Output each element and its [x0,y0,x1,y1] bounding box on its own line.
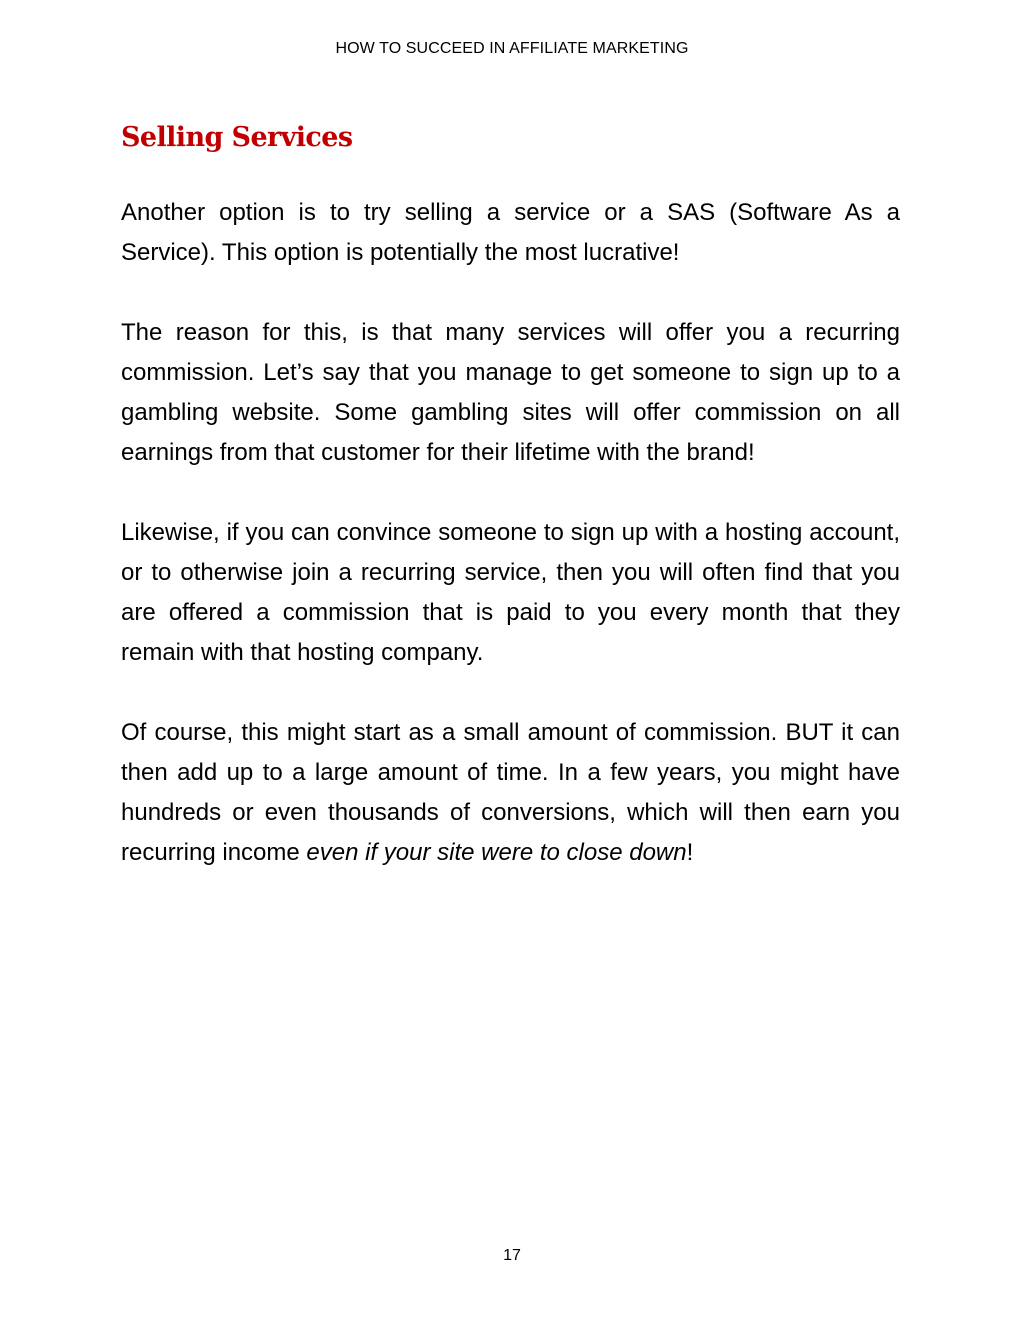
page-header: HOW TO SUCCEED IN AFFILIATE MARKETING [335,40,689,57]
section-title: Selling Services [121,122,353,153]
paragraph-hosting-example: Likewise, if you can convince someone to sign up with a hosting account, or to otherwise join a recurring service, then you will often find that you are offered a commission that is paid to you every month that they remain with that hosting company. [121,519,900,666]
paragraph-conversions-tail: ! [686,839,694,866]
paragraph-recurring-commission: The reason for this, is that many services will offer you a recurring commission. Let’s say that you manage to get someone to sign up to a gambling website. Some gambling sites will offer commission on all earnings from that customer for their lifetime with the brand! [121,319,900,466]
paragraph-intro: Another option is to try selling a service or a SAS (Software As a Service). This option is potentially the most lucrative! [121,199,900,266]
body-content [121,193,900,913]
page-number: 17 [503,1247,521,1264]
paragraph-conversions-lead: Of course, this might start as a small amount of commission. BUT it can then add up to a large amount of time. In a few years, you might have hundreds or even thousands of conversions, which will then earn you recurring income [121,719,900,866]
paragraph-conversions [121,713,900,873]
paragraph-conversions-emphasis: even if your site were to close down [306,839,687,866]
